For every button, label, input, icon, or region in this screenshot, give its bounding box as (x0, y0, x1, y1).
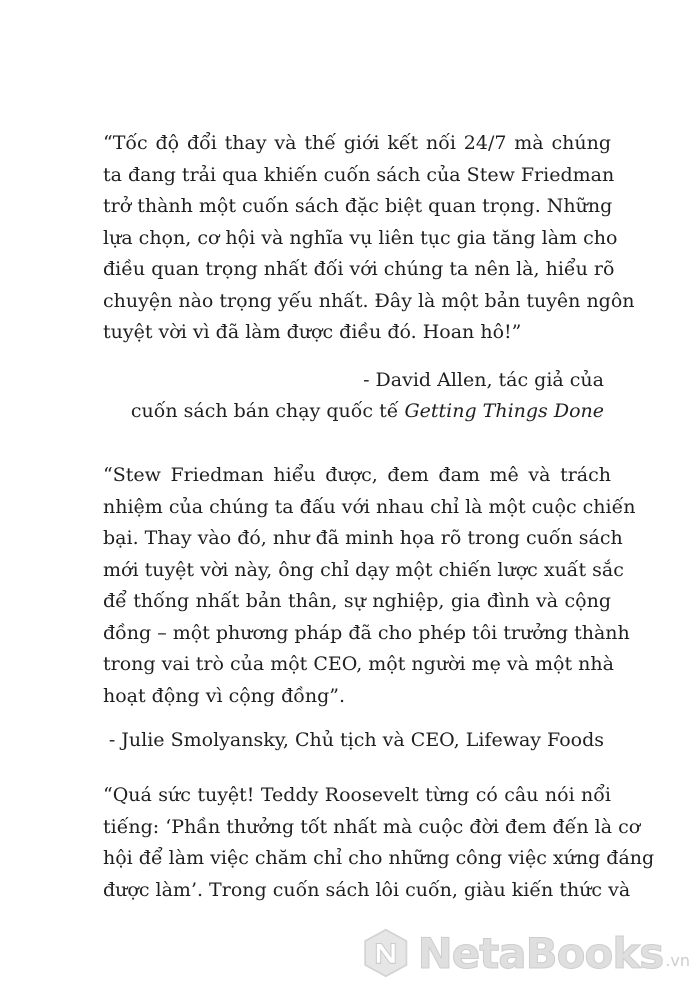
attribution-julie-smolyansky (109, 725, 604, 756)
quote-line: hội để làm việc chăm chỉ cho những công việc xứng đáng (103, 847, 655, 869)
quote-line: nhiệm của chúng ta đấu với nhau chỉ là một cuộc chiến (103, 495, 636, 518)
quote-julie-smolyansky (103, 460, 636, 712)
quote-line: mới tuyệt vời này, ông chỉ dạy một chiến lược xuất sắc (103, 558, 624, 581)
quote-line: hoạt động vì cộng đồng”. (103, 684, 346, 707)
attribution-david-allen (131, 365, 604, 427)
quote-teddy-roosevelt (103, 780, 655, 906)
watermark-suffix: .vn (665, 951, 690, 970)
quote-line: chuyện nào trọng yếu nhất. Đây là một bản tuyên ngôn (103, 289, 635, 312)
quote-line: tiếng: ‘Phần thưởng tốt nhất mà cuộc đời đem đến là cơ (103, 815, 641, 838)
quote-line: lựa chọn, cơ hội và nghĩa vụ liên tục gia tăng làm cho (103, 226, 618, 249)
quote-line: điều quan trọng nhất đối với chúng ta nên là, hiểu rõ (103, 258, 615, 280)
quote-line: để thống nhất bản thân, sự nghiệp, gia đình và cộng (103, 590, 611, 612)
quote-line: đồng – một phương pháp đã cho phép tôi trưởng thành (103, 621, 630, 644)
quote-david-allen (103, 128, 635, 349)
attribution-line: - David Allen, tác giả của (363, 369, 604, 391)
watermark-brand: NetaBooks (417, 928, 664, 978)
quote-line: bại. Thay vào đó, như đã minh họa rõ trong cuốn sách (103, 527, 623, 549)
watermark (360, 918, 690, 988)
book-title: Getting Things Done (404, 400, 604, 422)
quote-line: “Quá sức tuyệt! Teddy Roosevelt từng có câu nói nổi (103, 784, 611, 806)
attribution-line (131, 396, 604, 427)
quote-line: trong vai trò của một CEO, một người mẹ và một nhà (103, 653, 614, 675)
quote-line: ta đang trải qua khiến cuốn sách của Stew Friedman (103, 163, 615, 186)
quote-line: trở thành một cuốn sách đặc biệt quan trọng. Những (103, 195, 613, 217)
attribution-line: - Julie Smolyansky, Chủ tịch và CEO, Lifeway Foods (108, 729, 604, 751)
quote-line: “Stew Friedman hiểu được, đem đam mê và trách (103, 464, 611, 486)
quote-line: tuyệt vời vì đã làm được điều đó. Hoan hô!” (103, 321, 522, 343)
attribution-text: cuốn sách bán chạy quốc tế (130, 400, 405, 422)
quote-line: “Tốc độ đổi thay và thế giới kết nối 24/7 mà chúng (103, 132, 611, 154)
netabooks-logo-icon (360, 924, 412, 982)
quote-line: được làm’. Trong cuốn sách lôi cuốn, giàu kiến thức và (103, 878, 631, 901)
